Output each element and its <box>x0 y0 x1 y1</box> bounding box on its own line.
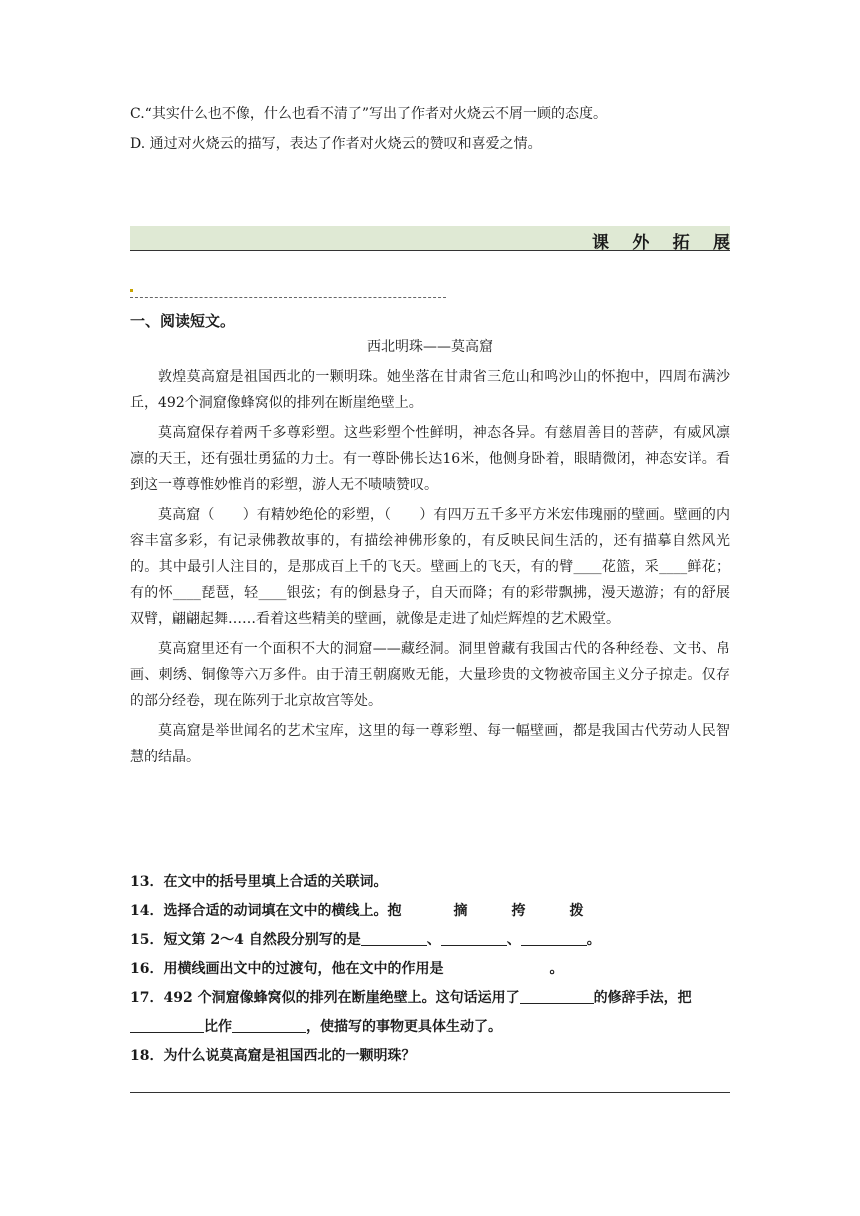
answer-blank[interactable] <box>232 1016 306 1033</box>
question-end: 。 <box>586 932 601 948</box>
question-16 <box>130 955 740 984</box>
article-body <box>130 364 730 774</box>
verb-option: 拨 <box>569 903 584 919</box>
verb-option: 抱 <box>387 903 402 919</box>
dot-marker <box>130 289 133 292</box>
question-15 <box>130 926 740 955</box>
article-paragraph: 莫高窟是举世闻名的艺术宝库，这里的每一尊彩塑、每一幅壁画，都是我国古代劳动人民智慧的结晶。 <box>130 723 730 765</box>
question-text: 17．492 个洞窟像蜂窝似的排列在断崖绝壁上。这句话运用了 <box>130 990 520 1006</box>
article-paragraph: 莫高窟（ ）有精妙绝伦的彩塑，（ ）有四万五千多平方米宏伟瑰丽的壁画。壁画的内容丰富多彩，有记录佛教故事的，有描绘神佛形象的，有反映民间生活的，还有描摹自然风光的。其中最引人注目的，是那成百上千的飞天。壁画上的飞天，有的臂____花篮，采____鲜花；有的怀____琵琶，轻____银弦；有的倒悬身子，自天而降；有的彩带飘拂，漫天遨游；有的舒展双臂，翩翩起舞……看着这些精美的壁画，就像是走进了灿烂辉煌的艺术殿堂。 <box>130 507 730 627</box>
question-text: 13．在文中的括号里填上合适的关联词。 <box>130 874 388 890</box>
dashed-divider <box>130 297 446 298</box>
article-paragraph: 莫高窟保存着两千多尊彩塑。这些彩塑个性鲜明，神态各异。有慈眉善目的菩萨，有威风凛凛的天王，还有强壮勇猛的力士。有一尊卧佛长达16米，他侧身卧着，眼睛微闭，神态安详。看到这一尊尊惟妙惟肖的彩塑，游人无不啧啧赞叹。 <box>130 425 730 493</box>
question-text: 比作 <box>204 1019 232 1035</box>
question-list <box>130 868 740 1071</box>
question-text: ，使描写的事物更具体生动了。 <box>306 1019 502 1035</box>
option-c: C.“其实什么也不像，什么也看不清了”写出了作者对火烧云不屑一顾的态度。 <box>130 106 607 122</box>
question-14 <box>130 897 740 926</box>
question-text: 15．短文第 2～4 自然段分别写的是 <box>130 932 361 948</box>
verb-option: 挎 <box>511 903 526 919</box>
verb-option: 摘 <box>453 903 468 919</box>
article-paragraph: 敦煌莫高窟是祖国西北的一颗明珠。她坐落在甘肃省三危山和鸣沙山的怀抱中，四周布满沙丘，492个洞窟像蜂窝似的排列在断崖绝壁上。 <box>130 369 730 411</box>
question-text: 14．选择合适的动词填在文中的横线上。 <box>130 903 388 919</box>
answer-blank[interactable] <box>520 987 594 1004</box>
banner-char: 课 <box>592 233 609 253</box>
question-end: 。 <box>549 961 564 977</box>
question-18 <box>130 1042 740 1071</box>
question-13 <box>130 868 740 897</box>
separator: 、 <box>426 932 441 948</box>
question-17 <box>130 984 740 1013</box>
question-text: 的修辞手法，把 <box>593 990 692 1006</box>
answer-blank[interactable] <box>130 1016 204 1033</box>
answer-blank[interactable] <box>361 929 427 946</box>
section-banner <box>130 226 730 251</box>
separator: 、 <box>506 932 521 948</box>
banner-char: 外 <box>632 233 650 253</box>
banner-char: 展 <box>712 233 730 253</box>
article-paragraph: 莫高窟里还有一个面积不大的洞窟——藏经洞。洞里曾藏有我国古代的各种经卷、文书、帛画、刺绣、铜像等六万多件。由于清王朝腐败无能，大量珍贵的文物被帝国主义分子掠走。仅存的部分经卷，现在陈列于北京故宫等处。 <box>130 641 730 709</box>
article-title: 西北明珠——莫高窟 <box>367 339 493 355</box>
banner-char: 拓 <box>672 233 690 253</box>
question-17-cont <box>130 1013 740 1042</box>
answer-blank[interactable] <box>521 929 587 946</box>
answer-blank[interactable] <box>441 929 507 946</box>
question-text: 16．用横线画出文中的过渡句，他在文中的作用是 <box>130 961 444 977</box>
answer-line[interactable] <box>130 1092 730 1093</box>
question-text: 18．为什么说莫高窟是祖国西北的一颗明珠？ <box>130 1048 416 1064</box>
section-heading: 一、阅读短文。 <box>130 312 236 330</box>
option-d: D. 通过对火烧云的描写，表达了作者对火烧云的赞叹和喜爱之情。 <box>130 136 542 152</box>
